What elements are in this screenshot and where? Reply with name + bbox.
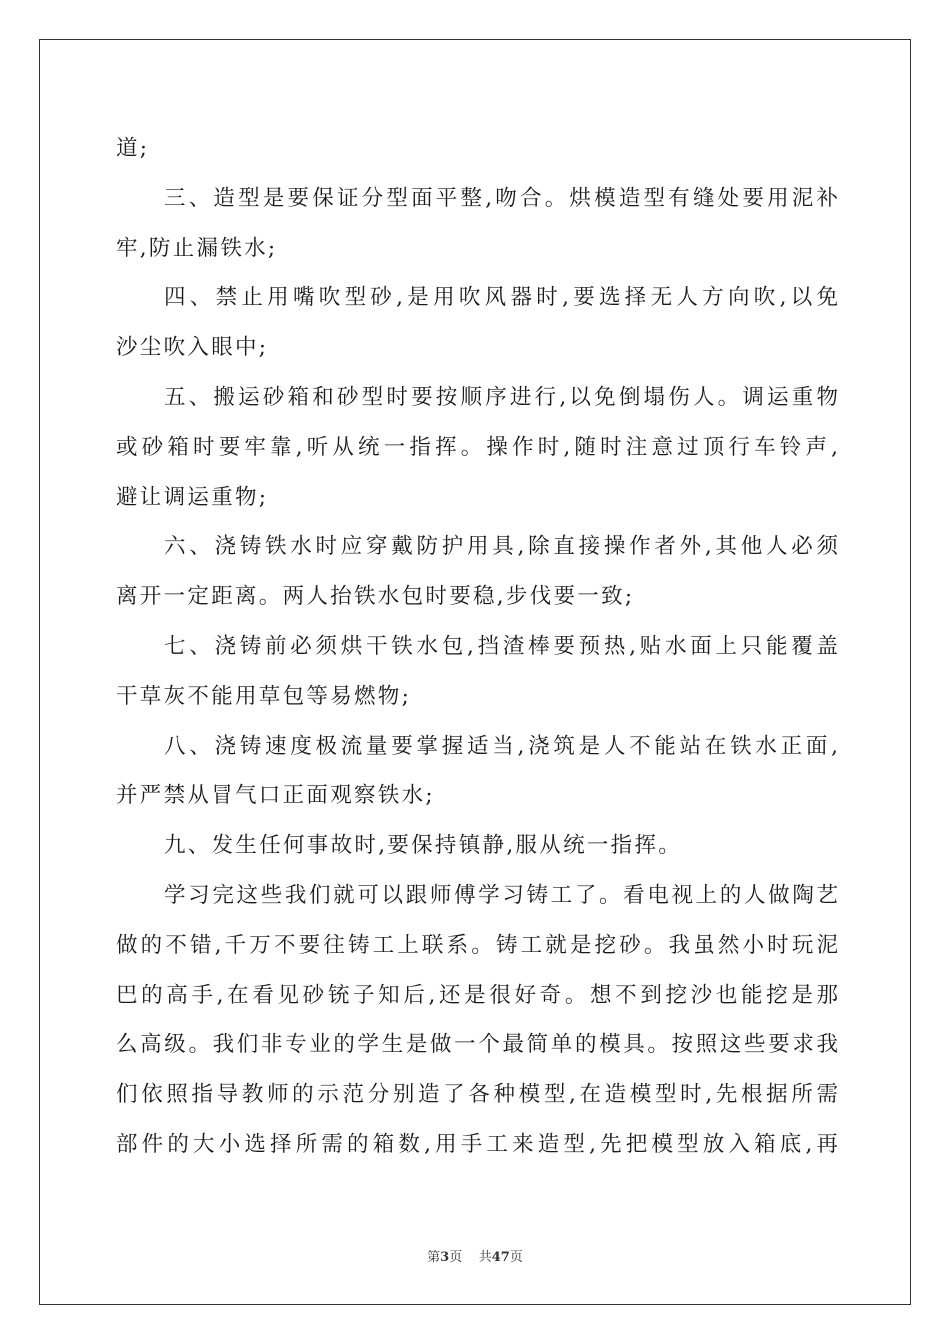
text-line: 避让调运重物; xyxy=(116,484,269,510)
page-number: 3 xyxy=(440,1250,450,1265)
text-line: 五、搬运砂箱和砂型时要按顺序进行,以免倒塌伤人。调运重物 xyxy=(164,384,838,410)
total-suffix: 页 xyxy=(509,1250,523,1265)
text-line: 道; xyxy=(116,136,150,161)
text-line: 部件的大小选择所需的箱数,用手工来造型,先把模型放入箱底,再 xyxy=(116,1131,838,1157)
page-footer xyxy=(0,1246,950,1265)
text-line: 牢,防止漏铁水; xyxy=(116,235,278,261)
text-line: 做的不错,千万不要往铸工上联系。铸工就是挖砂。我虽然小时玩泥 xyxy=(116,932,838,958)
text-line: 巴的高手,在看见砂铳子知后,还是很好奇。想不到挖沙也能挖是那 xyxy=(116,982,838,1008)
text-line: 们依照指导教师的示范分别造了各种模型,在造模型时,先根据所需 xyxy=(116,1082,838,1108)
text-line: 四、禁止用嘴吹型砂,是用吹风器时,要选择无人方向吹,以免 xyxy=(164,285,838,311)
text-line: 八、浇铸速度极流量要掌握适当,浇筑是人不能站在铁水正面, xyxy=(164,733,838,759)
text-line: 么高级。我们非专业的学生是做一个最简单的模具。按照这些要求我 xyxy=(116,1032,838,1058)
text-line: 并严禁从冒气口正面观察铁水; xyxy=(116,783,435,809)
text-line: 七、浇铸前必须烘干铁水包,挡渣棒要预热,贴水面上只能覆盖 xyxy=(164,633,838,659)
text-line: 三、造型是要保证分型面平整,吻合。烘模造型有缝处要用泥补 xyxy=(164,185,838,211)
text-line: 离开一定距离。两人抬铁水包时要稳,步伐要一致; xyxy=(116,584,635,610)
text-line: 学习完这些我们就可以跟师傅学习铸工了。看电视上的人做陶艺 xyxy=(164,882,838,908)
total-prefix: 共 xyxy=(478,1250,492,1265)
page-prefix: 第 xyxy=(427,1250,441,1265)
total-pages: 47 xyxy=(491,1250,510,1265)
text-line: 沙尘吹入眼中; xyxy=(116,335,269,361)
document-body xyxy=(116,124,838,1170)
text-line: 或砂箱时要牢靠,听从统一指挥。操作时,随时注意过顶行车铃声, xyxy=(116,434,838,460)
page-suffix: 页 xyxy=(449,1250,463,1265)
text-line: 九、发生任何事故时,要保持镇静,服从统一指挥。 xyxy=(164,833,683,859)
text-line: 六、浇铸铁水时应穿戴防护用具,除直接操作者外,其他人必须 xyxy=(164,534,838,560)
text-line: 干草灰不能用草包等易燃物; xyxy=(116,683,412,709)
